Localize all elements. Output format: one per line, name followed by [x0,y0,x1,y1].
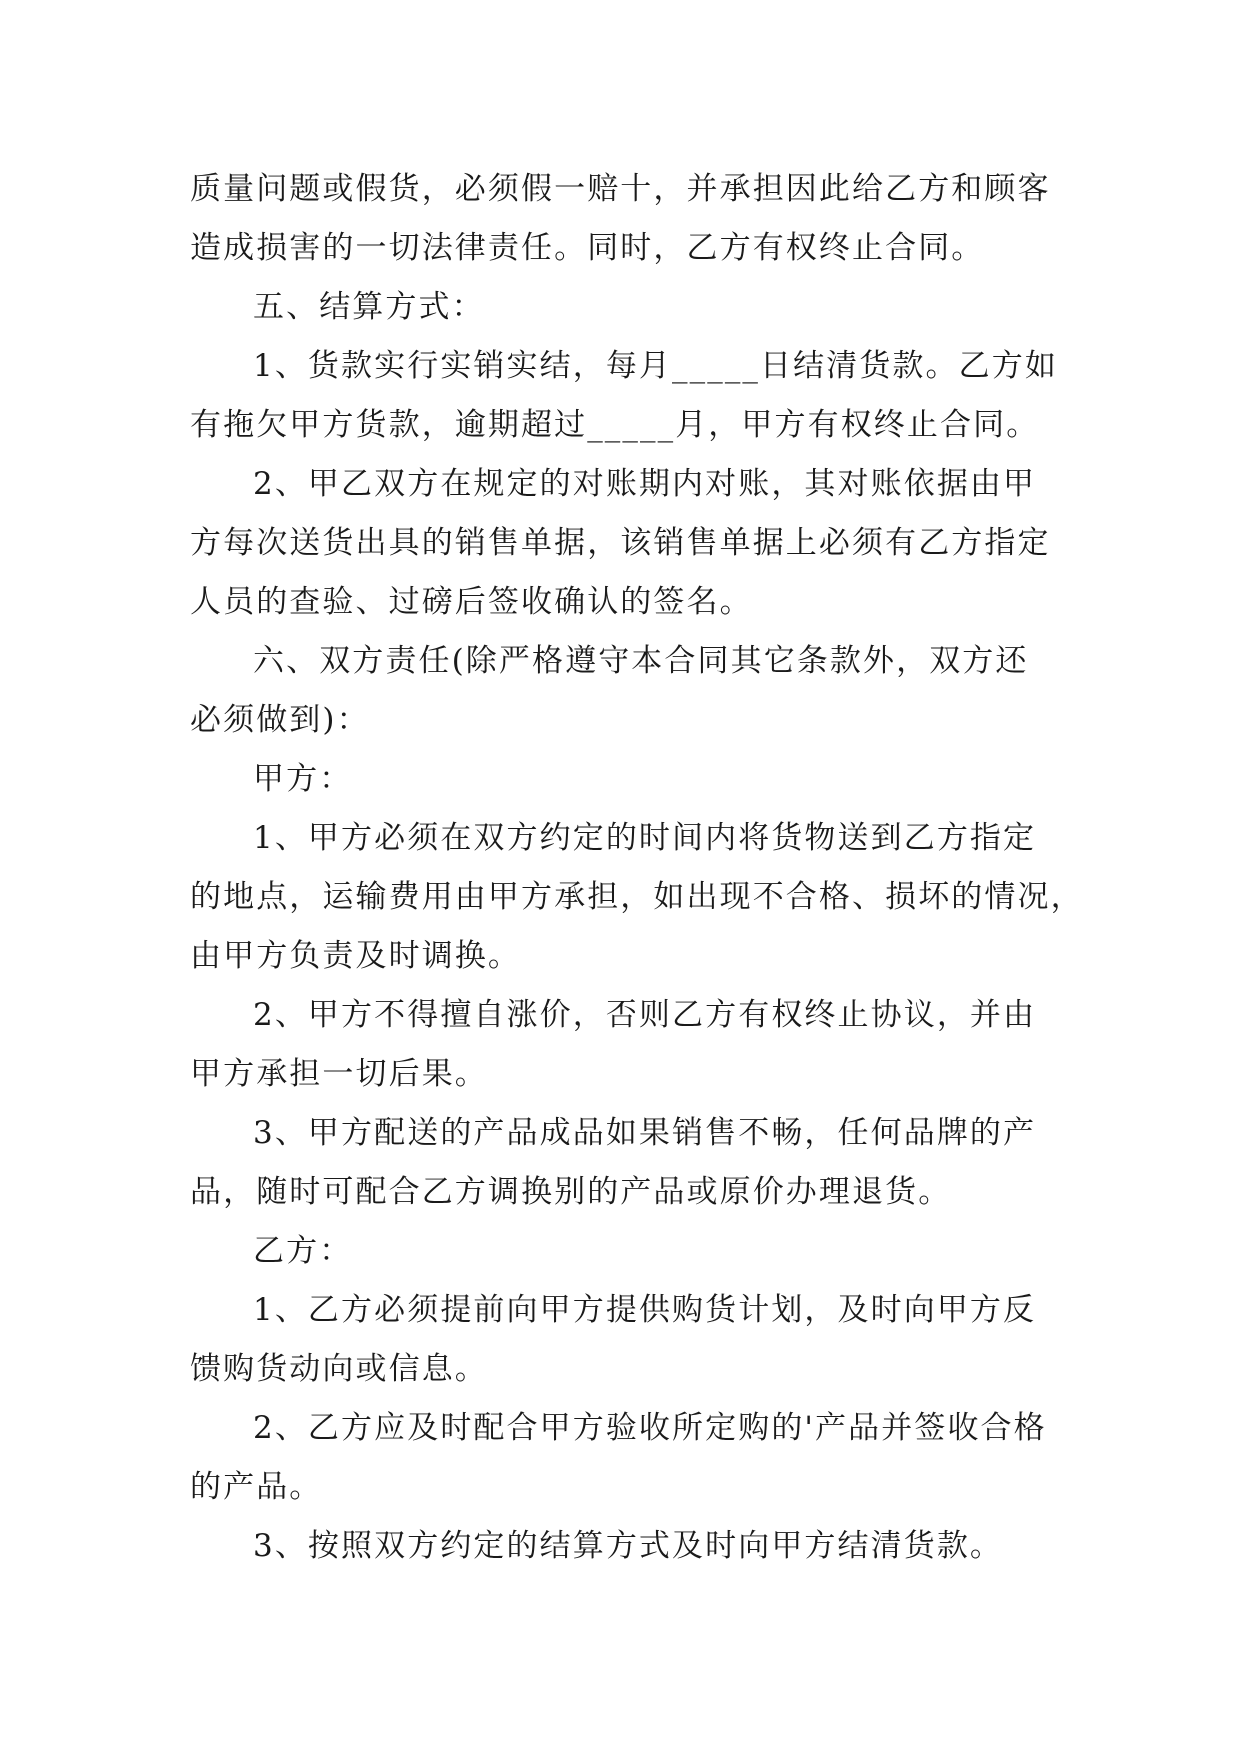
text-line: 甲方承担一切后果。 [190,1056,488,1092]
text-line: 品，随时可配合乙方调换别的产品或原价办理退货。 [190,1174,952,1210]
text-line: 造成损害的一切法律责任。同时，乙方有权终止合同。 [190,230,985,266]
text-line: 方每次送货出具的销售单据，该销售单据上必须有乙方指定 [190,525,1051,561]
text-line: 由甲方负责及时调换。 [190,938,521,974]
text-line: 2、甲乙双方在规定的对账期内对账，其对账依据由甲 [253,466,1037,502]
text-line: 3、按照双方约定的结算方式及时向甲方结清货款。 [253,1528,1004,1564]
text-line: 2、甲方不得擅自涨价，否则乙方有权终止协议，并由 [253,997,1037,1033]
party-a-heading: 甲方： [253,761,353,797]
document-page [190,160,1084,1576]
text-line: 馈购货动向或信息。 [190,1351,488,1387]
text-line: 人员的查验、过磅后签收确认的签名。 [190,584,753,620]
section-heading-settlement: 五、结算方式： [253,289,485,325]
text-line: 3、甲方配送的产品成品如果销售不畅，任何品牌的产 [253,1115,1037,1151]
text-line: 2、乙方应及时配合甲方验收所定购的'产品并签收合格 [253,1410,1047,1446]
text-line: 必须做到)： [190,702,370,738]
text-line: 有拖欠甲方货款，逾期超过_____月，甲方有权终止合同。 [190,407,1040,443]
party-b-heading: 乙方： [253,1233,353,1269]
section-heading-responsibilities: 六、双方责任(除严格遵守本合同其它条款外，双方还 [253,643,1029,679]
text-line: 的产品。 [190,1469,323,1505]
text-line: 的地点，运输费用由甲方承担，如出现不合格、损坏的情况， [190,879,1084,915]
text-line: 1、货款实行实销实结，每月_____日结清货款。乙方如 [253,348,1058,384]
text-line: 1、甲方必须在双方约定的时间内将货物送到乙方指定 [253,820,1037,856]
text-line: 质量问题或假货，必须假一赔十，并承担因此给乙方和顾客 [190,171,1051,207]
text-line: 1、乙方必须提前向甲方提供购货计划，及时向甲方反 [253,1292,1037,1328]
